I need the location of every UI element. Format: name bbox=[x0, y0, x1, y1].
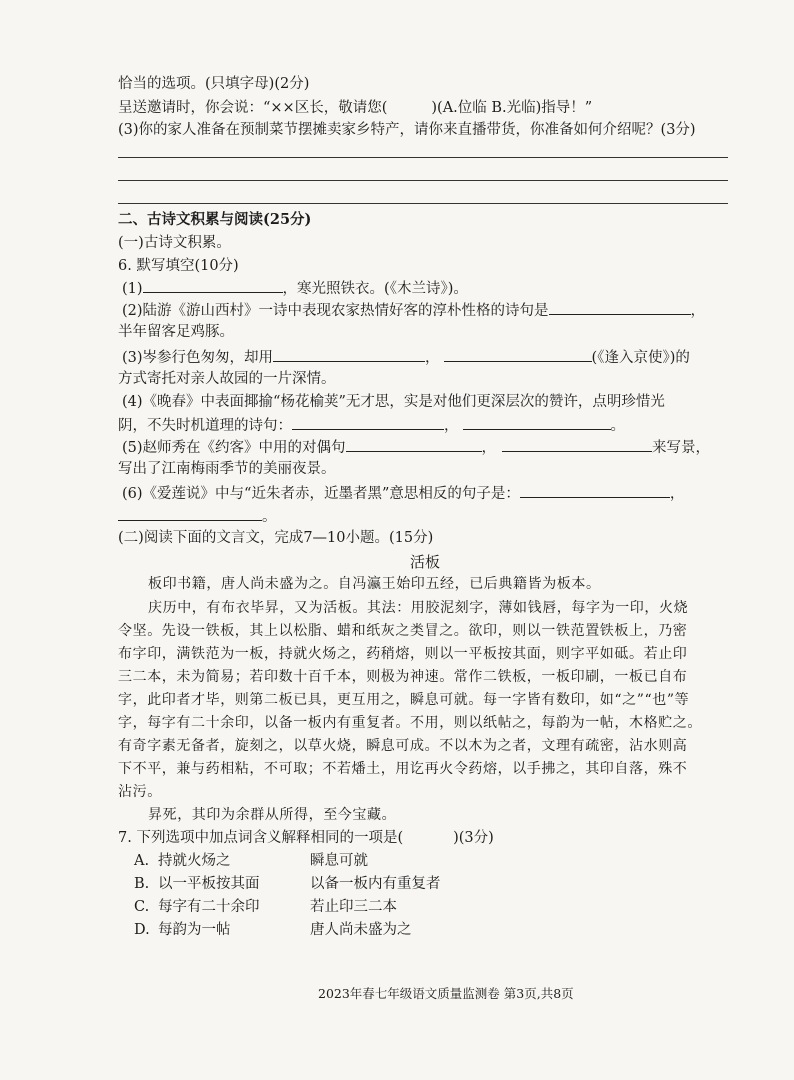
q6-item-6-cont bbox=[118, 506, 277, 527]
item-number: (1) bbox=[122, 281, 143, 297]
invitation-text-b: )(A.位临 B.光临)指导！” bbox=[431, 100, 593, 116]
option-left-text: 持就火炀之 bbox=[158, 853, 231, 869]
question-7-stem: 7. 下列选项中加点词含义解释相同的一项是( bbox=[118, 830, 404, 846]
item-punct: ， bbox=[669, 486, 685, 502]
answer-line-2[interactable] bbox=[118, 180, 728, 181]
item-text: (2)陆游《游山西村》一诗中表现农家热情好客的淳朴性格的诗句是 bbox=[122, 303, 549, 319]
q6-item-5 bbox=[122, 437, 710, 458]
fill-blank[interactable] bbox=[292, 415, 444, 430]
section-heading: 二、古诗文积累与阅读(25分) bbox=[118, 211, 312, 228]
option-a[interactable] bbox=[134, 851, 368, 871]
option-right-text: 以备一板内有重复者 bbox=[310, 876, 441, 892]
passage-line: 有奇字素无备者，旋刻之，以草火烧，瞬息可成。不以木为之者，文理有疏密，沾水则高 bbox=[118, 738, 688, 754]
item-punct: ， bbox=[481, 440, 497, 456]
passage-line: 下不平，兼与药相粘，不可取；不若燔土，用讫再火令药熔，以手拂之，其印自落，殊不 bbox=[118, 761, 688, 777]
option-left-text: 每韵为一帖 bbox=[158, 922, 231, 938]
option-label: D. bbox=[134, 922, 150, 938]
option-left-text: 每字有二十余印 bbox=[158, 899, 260, 915]
question-7-score: )(3分) bbox=[453, 830, 494, 846]
passage-line: 字，每字有二十余印，以备一板内有重复者。不用，则以纸帖之，每韵为一帖，木格贮之。 bbox=[118, 715, 702, 731]
item-text: (3)岑参行色匆匆，却用 bbox=[122, 350, 274, 366]
instruction-text: 恰当的选项。(只填字母)(2分) bbox=[118, 76, 310, 92]
passage-line: 令坚。先设一铁板，其上以松脂、蜡和纸灰之类冒之。欲印，则以一铁范置铁板上，乃密 bbox=[118, 623, 688, 639]
item-text: 阴，不失时机道理的诗句： bbox=[118, 418, 292, 434]
option-label: B. bbox=[134, 876, 150, 892]
item-text: (5)赵师秀在《约客》中用的对偶句 bbox=[122, 440, 346, 456]
q6-item-6 bbox=[122, 483, 684, 504]
passage-line: 庆历中，有布衣毕昇，又为活板。其法：用胶泥刻字，薄如钱唇，每字为一印，火烧 bbox=[148, 600, 689, 616]
q6-item-1 bbox=[122, 278, 468, 299]
item-punct: 。 bbox=[262, 509, 277, 525]
q6-item-4: (4)《晚春》中表面揶揄“杨花榆荚”无才思，实是对他们更深层次的赞许，点明珍惜光 bbox=[122, 394, 665, 410]
option-right-text: 若止印三二本 bbox=[310, 899, 397, 915]
question-6-heading: 6. 默写填空(10分) bbox=[118, 258, 239, 274]
passage-paragraph-1: 板印书籍，唐人尚未盛为之。自冯瀛王始印五经，已后典籍皆为板本。 bbox=[148, 576, 601, 592]
passage-line: 三二本，未为简易；若印数十百千本，则极为神速。常作二铁板，一板印刷，一板已自布 bbox=[118, 669, 688, 685]
item-text: ，寒光照铁衣。(《木兰诗》)。 bbox=[282, 281, 468, 297]
q6-item-4-cont bbox=[118, 415, 625, 436]
option-left-text: 以一平板按其面 bbox=[158, 876, 260, 892]
answer-line-3[interactable] bbox=[118, 203, 728, 204]
option-right-text: 瞬息可就 bbox=[310, 853, 368, 869]
passage-line: 沾污。 bbox=[118, 784, 162, 800]
q6-item-2-cont: 半年留客足鸡豚。 bbox=[118, 324, 234, 340]
option-b[interactable] bbox=[134, 874, 441, 894]
fill-blank[interactable] bbox=[118, 506, 262, 521]
option-c[interactable] bbox=[134, 897, 397, 917]
fill-blank[interactable] bbox=[444, 347, 592, 362]
page-footer: 2023年春七年级语文质量监测卷 第3页,共8页 bbox=[318, 986, 574, 1001]
passage-title: 活板 bbox=[410, 553, 441, 571]
fill-blank[interactable] bbox=[273, 347, 425, 362]
passage-line: 字，此印者才毕，则第二板已具，更互用之，瞬息可就。每一字皆有数印，如“之”“也”等 bbox=[118, 692, 690, 708]
subsection-heading: (一)古诗文积累。 bbox=[118, 235, 231, 251]
fill-blank[interactable] bbox=[346, 437, 482, 452]
fill-blank[interactable] bbox=[549, 300, 691, 315]
option-label: A. bbox=[134, 853, 150, 869]
fill-blank[interactable] bbox=[143, 278, 283, 293]
subsection-heading-2: (二)阅读下面的文言文，完成7—10小题。(15分) bbox=[118, 530, 434, 546]
option-label: C. bbox=[134, 899, 150, 915]
item-punct: ， bbox=[690, 303, 706, 319]
question-continuation bbox=[118, 74, 309, 94]
fill-blank[interactable] bbox=[502, 437, 652, 452]
q6-item-3-cont: 方式寄托对亲人故园的一片深情。 bbox=[118, 371, 336, 387]
item-punct: ， bbox=[425, 350, 440, 366]
option-d[interactable] bbox=[134, 920, 412, 940]
item-punct: 。 bbox=[610, 418, 625, 434]
fill-blank[interactable] bbox=[520, 483, 670, 498]
option-right-text: 唐人尚未盛为之 bbox=[310, 922, 412, 938]
answer-line-1[interactable] bbox=[118, 157, 728, 158]
question-3-text: (3)你的家人准备在预制菜节摆摊卖家乡特产，请你来直播带货，你准备如何介绍呢？(3分) bbox=[118, 122, 696, 138]
q6-item-2 bbox=[122, 300, 705, 321]
q6-item-5-cont: 写出了江南梅雨季节的美丽夜景。 bbox=[118, 461, 336, 477]
item-text: 来写景， bbox=[652, 440, 711, 456]
invitation-text-a: 呈送邀请时，你会说：“××区长，敬请您( bbox=[118, 100, 388, 116]
passage-paragraph-3: 昇死，其印为余群从所得，至今宝藏。 bbox=[148, 807, 397, 823]
passage-line: 布字印，满铁范为一板，持就火炀之，药稍熔，则以一平板按其面，则字平如砥。若止印 bbox=[118, 646, 688, 662]
question-7 bbox=[118, 828, 494, 848]
item-text: (6)《爱莲说》中与“近朱者赤，近墨者黑”意思相反的句子是： bbox=[122, 486, 520, 502]
question-3 bbox=[118, 120, 696, 140]
fill-blank[interactable] bbox=[463, 415, 611, 430]
item-text: (《逢入京使》)的 bbox=[591, 350, 690, 366]
q6-item-3 bbox=[122, 347, 690, 368]
invitation-line bbox=[118, 98, 592, 118]
item-punct: ， bbox=[444, 418, 459, 434]
